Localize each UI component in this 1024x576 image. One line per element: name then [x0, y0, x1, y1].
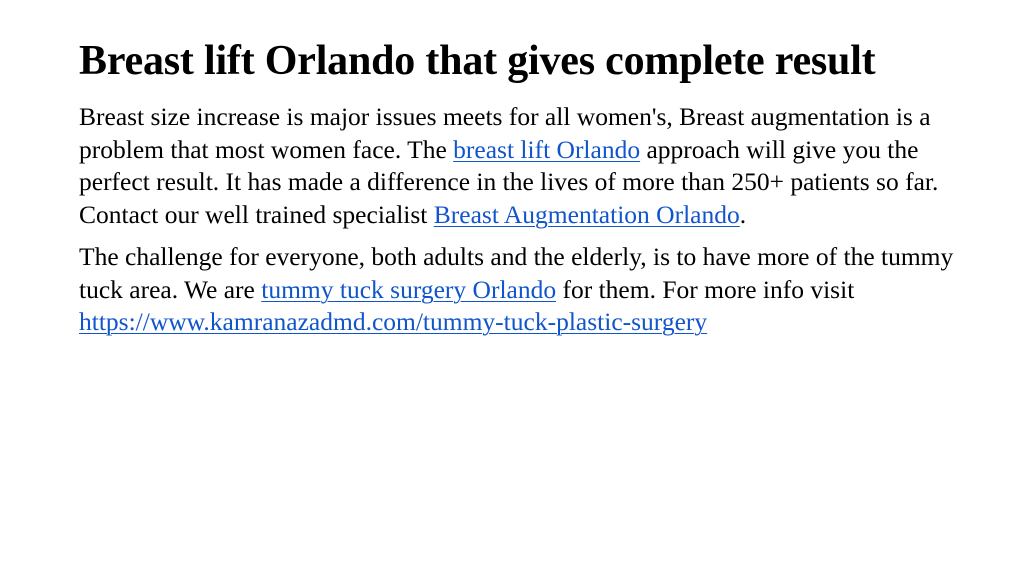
- breast-lift-orlando-link[interactable]: breast lift Orlando: [453, 134, 641, 164]
- breast-augmentation-orlando-link[interactable]: Breast Augmentation Orlando: [433, 199, 740, 229]
- paragraph-breast-lift: [79, 101, 959, 231]
- tummy-tuck-url-link[interactable]: https://www.kamranazadmd.com/tummy-tuck-plastic-surgery: [79, 307, 708, 336]
- paragraph-tummy-tuck: [79, 241, 959, 339]
- paragraph-text: The challenge for everyone, both adults and the elderly, is to have more of the tummy tuck area. We are: [79, 242, 954, 304]
- paragraph-text: Breast size increase is major issues meets for all women's, Breast augmentation is a problem that most women face. The: [79, 102, 931, 164]
- document-slide: [79, 36, 959, 339]
- paragraph-text: approach will give you the perfect result. It has made a difference in the lives of more than 250+ patients so far. Contact our well trained specialist: [79, 134, 939, 229]
- paragraph-text: for them. For more info visit: [556, 274, 855, 304]
- page-title: Breast lift Orlando that gives complete result: [79, 38, 876, 84]
- paragraph-text: .: [739, 199, 747, 229]
- tummy-tuck-surgery-orlando-link[interactable]: tummy tuck surgery Orlando: [261, 274, 557, 304]
